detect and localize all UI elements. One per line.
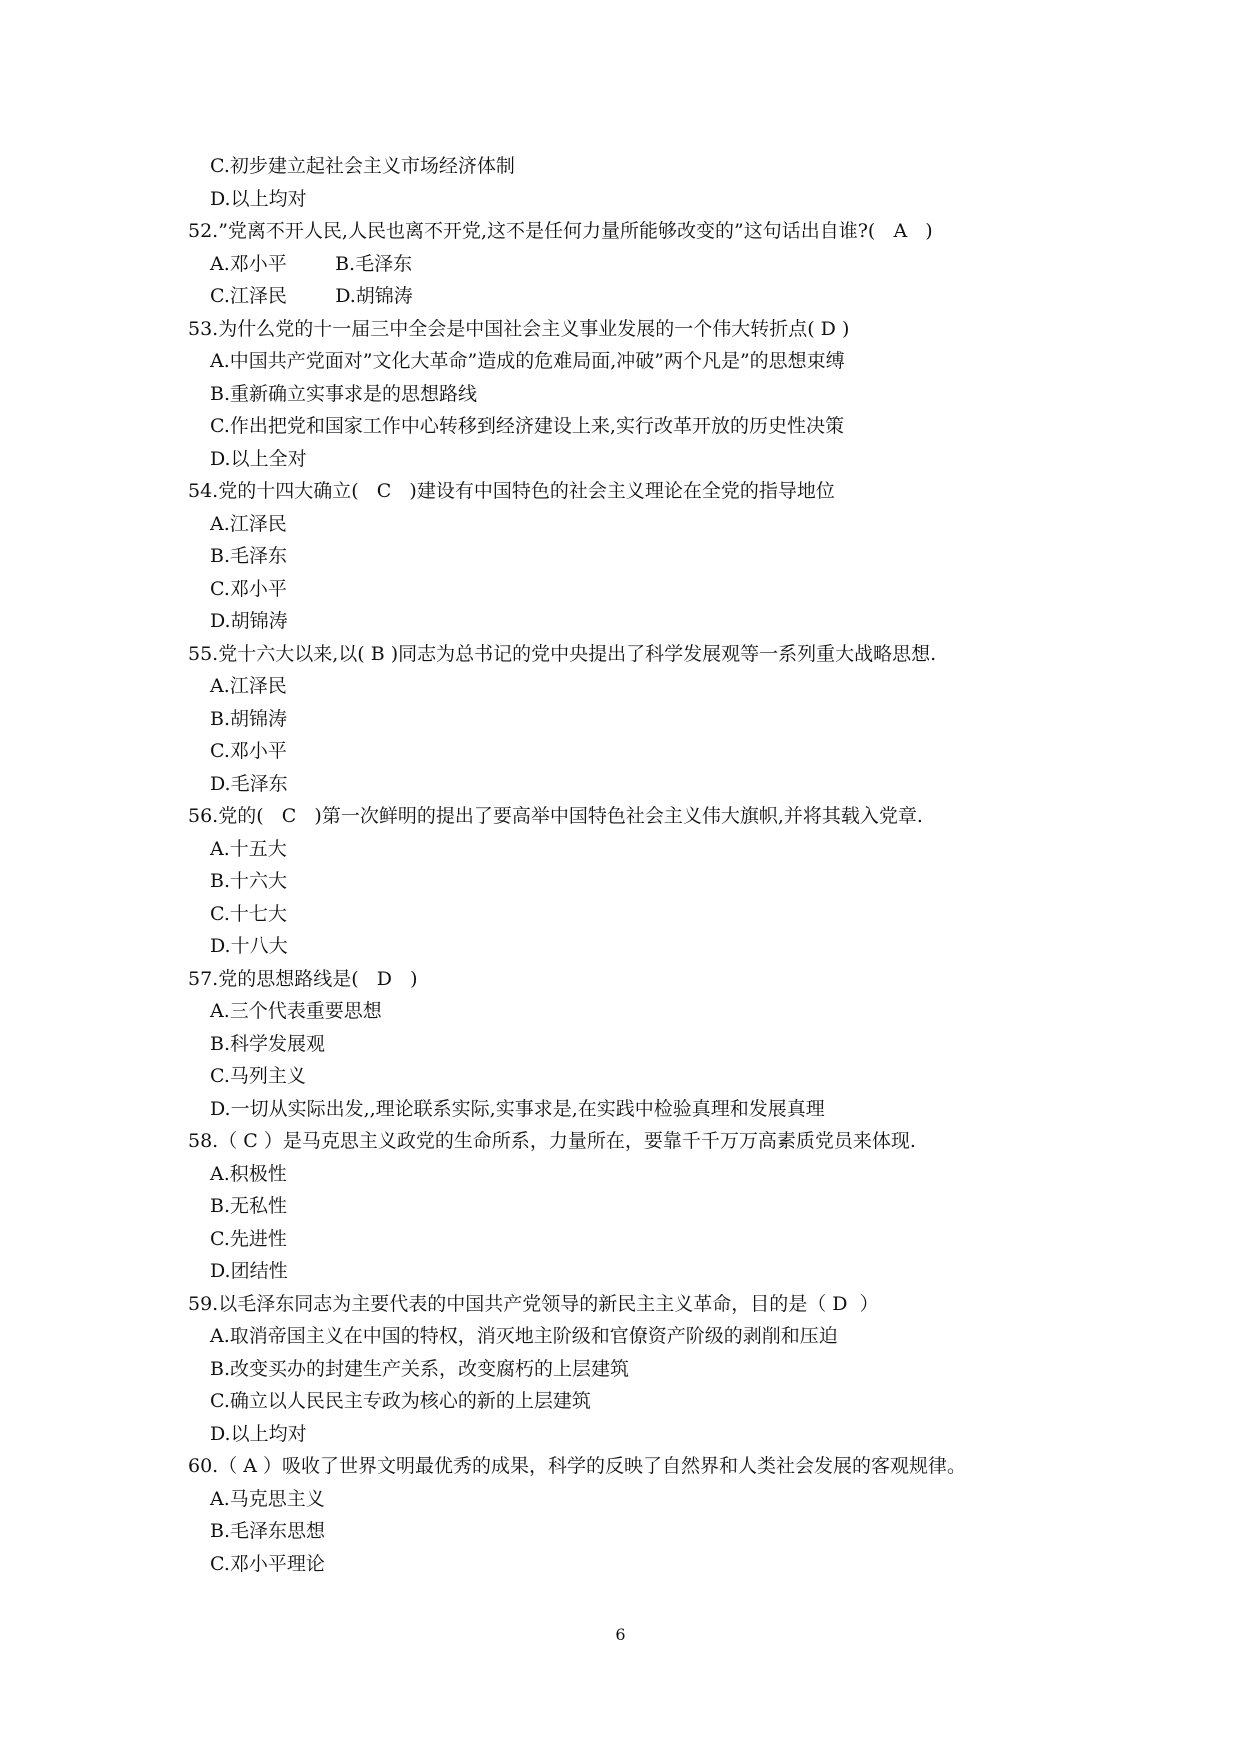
answer-option: D.以上均对: [210, 1422, 307, 1445]
answer-option: A.积极性: [210, 1162, 287, 1185]
answer-option: C.邓小平: [210, 740, 287, 762]
answer-option: A.江泽民: [210, 675, 287, 697]
answer-option: B.重新确立实事求是的思想路线: [210, 382, 478, 405]
answer-option: D.团结性: [210, 1260, 288, 1282]
answer-option: D.十八大: [210, 935, 288, 957]
question-text: 57.党的思想路线是( D ): [188, 967, 418, 990]
question-text: 58.（ C ）是马克思主义政党的生命所系，力量所在，要靠千千万万高素质党员来体现.: [188, 1130, 916, 1152]
answer-option: B.毛泽东: [210, 545, 288, 567]
answer-option: C.邓小平: [210, 577, 287, 600]
answer-option: A.江泽民: [210, 512, 287, 535]
answer-option: C.先进性: [210, 1227, 287, 1250]
question-text: 56.党的( C )第一次鲜明的提出了要高举中国特色社会主义伟大旗帜,并将其载入党章.: [188, 805, 923, 827]
answer-option: D.以上全对: [210, 447, 307, 470]
answer-option: C.十七大: [210, 902, 287, 925]
answer-option: C.江泽民 D.胡锦涛: [210, 285, 413, 307]
answer-option: B.科学发展观: [210, 1032, 326, 1055]
answer-option: D.毛泽东: [210, 772, 288, 795]
answer-option: A.三个代表重要思想: [210, 1000, 382, 1022]
answer-option: C.作出把党和国家工作中心转移到经济建设上来,实行改革开放的历史性决策: [210, 415, 844, 437]
answer-option: A.取消帝国主义在中国的特权，消灭地主阶级和官僚资产阶级的剥削和压迫: [210, 1325, 838, 1347]
question-text: 55.党十六大以来,以( B )同志为总书记的党中央提出了科学发展观等一系列重大战略思想.: [188, 642, 937, 665]
answer-option: B.胡锦涛: [210, 707, 288, 730]
answer-option: C.确立以人民民主专政为核心的新的上层建筑: [210, 1390, 591, 1412]
answer-option: D.一切从实际出发,,理论联系实际,实事求是,在实践中检验真理和发展真理: [210, 1097, 825, 1120]
question-text: 59.以毛泽东同志为主要代表的中国共产党领导的新民主主义革命，目的是（ D ）: [188, 1292, 879, 1315]
answer-option: B.改变买办的封建生产关系，改变腐朽的上层建筑: [210, 1357, 630, 1380]
answer-option: C.邓小平理论: [210, 1552, 325, 1575]
answer-option: B.毛泽东思想: [210, 1520, 326, 1542]
answer-option: A.邓小平 B.毛泽东: [210, 252, 413, 275]
answer-option: B.十六大: [210, 870, 288, 892]
answer-option: C.初步建立起社会主义市场经济体制: [210, 155, 515, 177]
answer-option: A.马克思主义: [210, 1487, 325, 1510]
question-text: 60.（ A ）吸收了世界文明最优秀的成果，科学的反映了自然界和人类社会发展的客观规律。: [188, 1455, 967, 1477]
question-text: 52.”党离不开人民,人民也离不开党,这不是任何力量所能够改变的”这句话出自谁?( A ): [188, 220, 933, 242]
page-number: 6: [615, 1625, 626, 1644]
answer-option: D.胡锦涛: [210, 610, 288, 632]
answer-option: D.以上均对: [210, 187, 307, 210]
question-text: 53.为什么党的十一届三中全会是中国社会主义事业发展的一个伟大转折点( D ): [188, 317, 850, 340]
question-list: [188, 150, 1088, 1580]
answer-option: B.无私性: [210, 1195, 288, 1217]
answer-option: A.十五大: [210, 837, 287, 860]
answer-option: A.中国共产党面对”文化大革命”造成的危难局面,冲破”两个凡是”的思想束缚: [210, 350, 845, 372]
answer-option: C.马列主义: [210, 1065, 306, 1087]
question-text: 54.党的十四大确立( C )建设有中国特色的社会主义理论在全党的指导地位: [188, 480, 835, 502]
